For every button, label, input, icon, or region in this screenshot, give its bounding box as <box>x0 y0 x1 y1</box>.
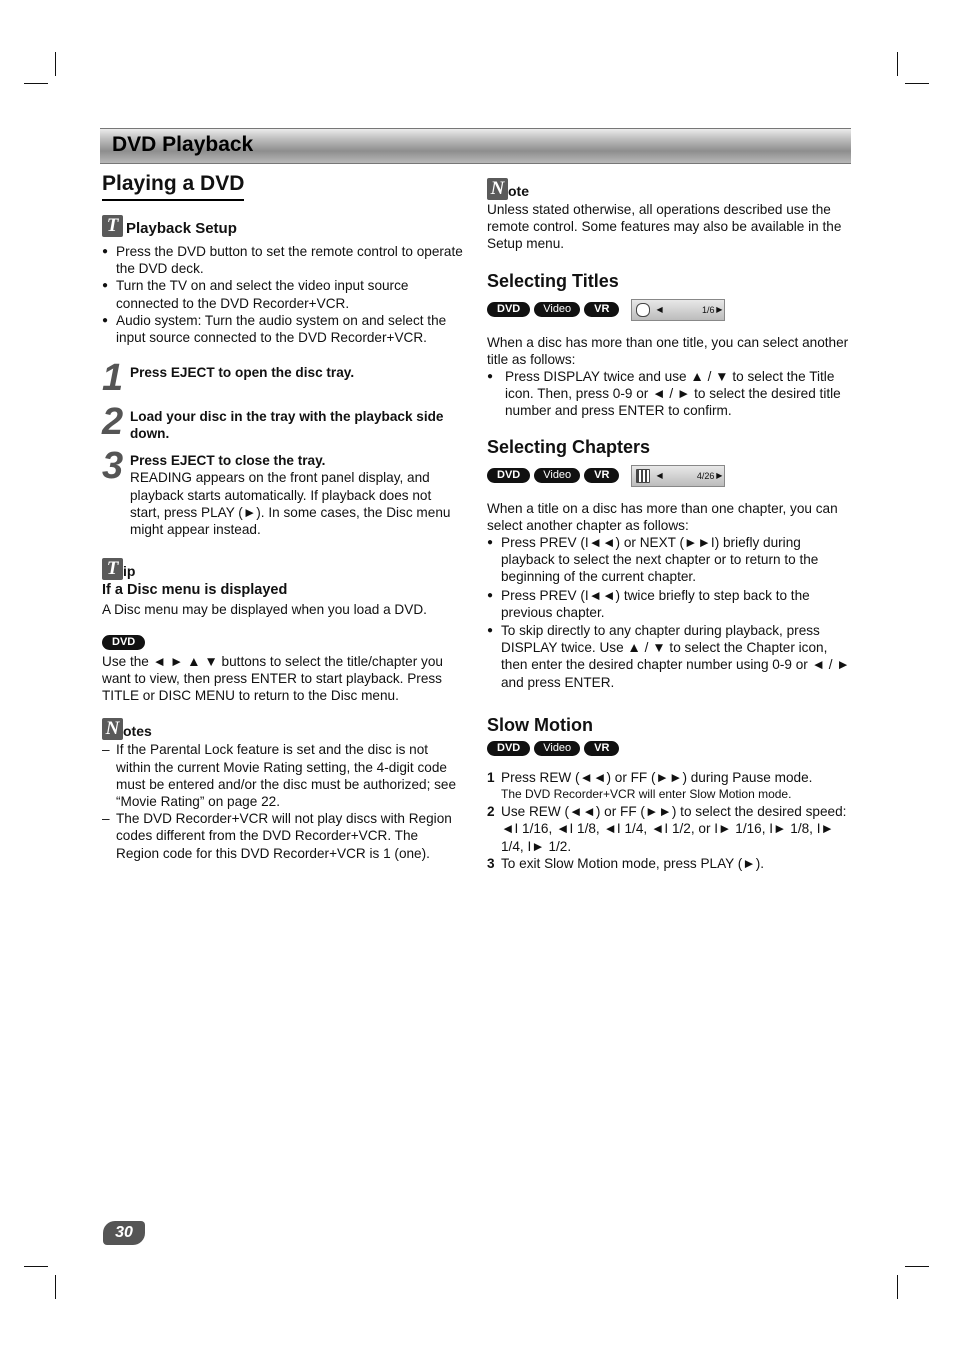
osd-value: 1/6 <box>701 304 715 315</box>
note-icon: N <box>102 718 123 740</box>
tip-section <box>102 558 464 704</box>
crop-mark <box>897 1275 898 1299</box>
title-osd <box>631 299 725 321</box>
left-arrow-icon: ◀ <box>656 304 663 314</box>
list-item: – If the Parental Lock feature is set and the disc is not within the current Movie Rating setting, the 4-digit code must be entered and/or the disc must be authorized; see “Movie Rating” on page 22. <box>102 741 464 810</box>
crop-mark <box>24 1266 48 1267</box>
section-header-bar <box>100 128 851 164</box>
video-badge: Video <box>534 468 580 483</box>
slow-motion-steps <box>487 769 853 872</box>
disc-icon <box>636 303 650 317</box>
tip-label: ip <box>123 563 136 580</box>
list-item: ● Press PREV (I◄◄) or NEXT (►►I) briefly during playback to select the next chapter or to return to the beginning of the current chapter. <box>487 534 853 586</box>
vr-badge: VR <box>584 302 619 317</box>
selecting-titles-heading: Selecting Titles <box>487 270 619 291</box>
list-item: ● Press DISPLAY twice and use ▲ / ▼ to select the Title icon. Then, press 0-9 or ◄ / ► to select the desired title number and press ENTER to confirm. <box>487 368 853 420</box>
crop-mark <box>55 1275 56 1299</box>
osd-value: 4/26 <box>696 470 715 481</box>
list-item: 3 To exit Slow Motion mode, press PLAY (►). <box>487 855 765 871</box>
right-arrow-icon: ▶ <box>716 304 723 314</box>
vr-badge: VR <box>584 741 619 756</box>
note-text: Unless stated otherwise, all operations described use the remote control. Some features may also be available in the Setup menu. <box>487 202 842 252</box>
step-number: 2 <box>102 401 124 444</box>
list-item: 1 Press REW (◄◄) or FF (►►) during Pause mode. The DVD Recorder+VCR will enter Slow Motion mode. <box>487 769 853 803</box>
tip-heading: If a Disc menu is displayed <box>102 582 288 599</box>
right-arrow-icon: ▶ <box>716 470 723 480</box>
dvd-badge: DVD <box>487 468 530 483</box>
step-body: READING appears on the front panel display, and playback starts automatically. If playback does not start, press PLAY (►). In some cases, the Disc menu might appear instead. <box>130 470 451 538</box>
right-column <box>487 178 853 872</box>
list-item: ● Turn the TV on and select the video input source connected to the DVD Recorder+VCR. <box>102 277 464 311</box>
note-section <box>487 178 853 253</box>
section-title: DVD Playback <box>112 133 254 156</box>
selecting-chapters-heading: Selecting Chapters <box>487 436 651 457</box>
tip-icon: T <box>102 558 123 580</box>
tip-body: Use the ◄ ► ▲ ▼ buttons to select the title/chapter you want to view, then press ENTER to start playback. Press TITLE or DISC MENU to return to the Disc menu. <box>102 653 443 704</box>
list-item: ● To skip directly to any chapter during playback, press DISPLAY twice. Use ▲ / ▼ to select the Chapter icon, then enter the desired chapter number using 0-9 or ◄ / ► and press ENTER. <box>487 622 853 691</box>
step-2 <box>102 401 464 444</box>
film-icon <box>636 469 650 483</box>
step-title: Load your disc in the tray with the playback side down. <box>130 409 444 442</box>
left-arrow-icon: ◀ <box>656 470 663 480</box>
crop-mark <box>24 83 48 84</box>
notes-section <box>102 718 464 861</box>
crop-mark <box>897 52 898 76</box>
notes-list <box>102 741 464 861</box>
list-item: – The DVD Recorder+VCR will not play discs with Region codes different from the DVD Recorder+VCR. The Region code for this DVD Recorder+VCR is 1 (one). <box>102 810 464 862</box>
selecting-chapters <box>487 435 853 691</box>
playback-setup-heading: Playback Setup <box>126 219 237 237</box>
video-badge: Video <box>534 741 580 756</box>
page-number: 30 <box>103 1221 145 1245</box>
step-3 <box>102 445 464 538</box>
dvd-badge: DVD <box>487 302 530 317</box>
list-item: 2 Use REW (◄◄) or FF (►►) to select the desired speed: ◄I 1/16, ◄I 1/8, ◄I 1/4, ◄I 1/2, or I► 1/16, I► 1/8, I► 1/4, I► 1/2. <box>487 804 847 854</box>
step-title: Press EJECT to close the tray. <box>130 453 326 469</box>
crop-mark <box>905 1266 929 1267</box>
vr-badge: VR <box>584 468 619 483</box>
step-number: 1 <box>102 357 124 400</box>
chapters-intro: When a title on a disc has more than one chapter, you can select another chapter as follows: <box>487 500 838 533</box>
note-label: ote <box>508 182 529 199</box>
steps <box>102 357 464 538</box>
notes-label: otes <box>123 723 152 740</box>
crop-mark <box>905 83 929 84</box>
dvd-badge: DVD <box>102 635 145 650</box>
selecting-titles <box>487 269 853 420</box>
list-item-note: The DVD Recorder+VCR will enter Slow Motion mode. <box>501 787 792 802</box>
list-item: ● Press PREV (I◄◄) twice briefly to step back to the previous chapter. <box>487 587 853 621</box>
step-number: 3 <box>102 445 124 488</box>
page-title: Playing a DVD <box>102 170 464 201</box>
note-icon: N <box>487 178 508 200</box>
crop-mark <box>55 52 56 76</box>
list-item: ● Press the DVD button to set the remote control to operate the DVD deck. <box>102 243 464 277</box>
titles-intro: When a disc has more than one title, you can select another title as follows: <box>487 334 849 367</box>
chapter-osd <box>631 465 725 487</box>
tip-text: A Disc menu may be displayed when you load a DVD. <box>102 602 427 618</box>
step-title: Press EJECT to open the disc tray. <box>130 365 355 381</box>
dvd-badge: DVD <box>487 741 530 756</box>
step-1 <box>102 357 464 400</box>
video-badge: Video <box>534 302 580 317</box>
left-column <box>102 170 464 862</box>
titles-list <box>487 368 853 420</box>
playback-setup <box>102 215 464 346</box>
slow-motion <box>487 713 853 872</box>
chapters-list <box>487 534 853 691</box>
setup-list <box>102 243 464 346</box>
list-item: ● Audio system: Turn the audio system on and select the input source connected to the DVD Recorder+VCR. <box>102 312 464 346</box>
slow-motion-heading: Slow Motion <box>487 714 593 735</box>
tip-icon: T <box>102 215 123 237</box>
